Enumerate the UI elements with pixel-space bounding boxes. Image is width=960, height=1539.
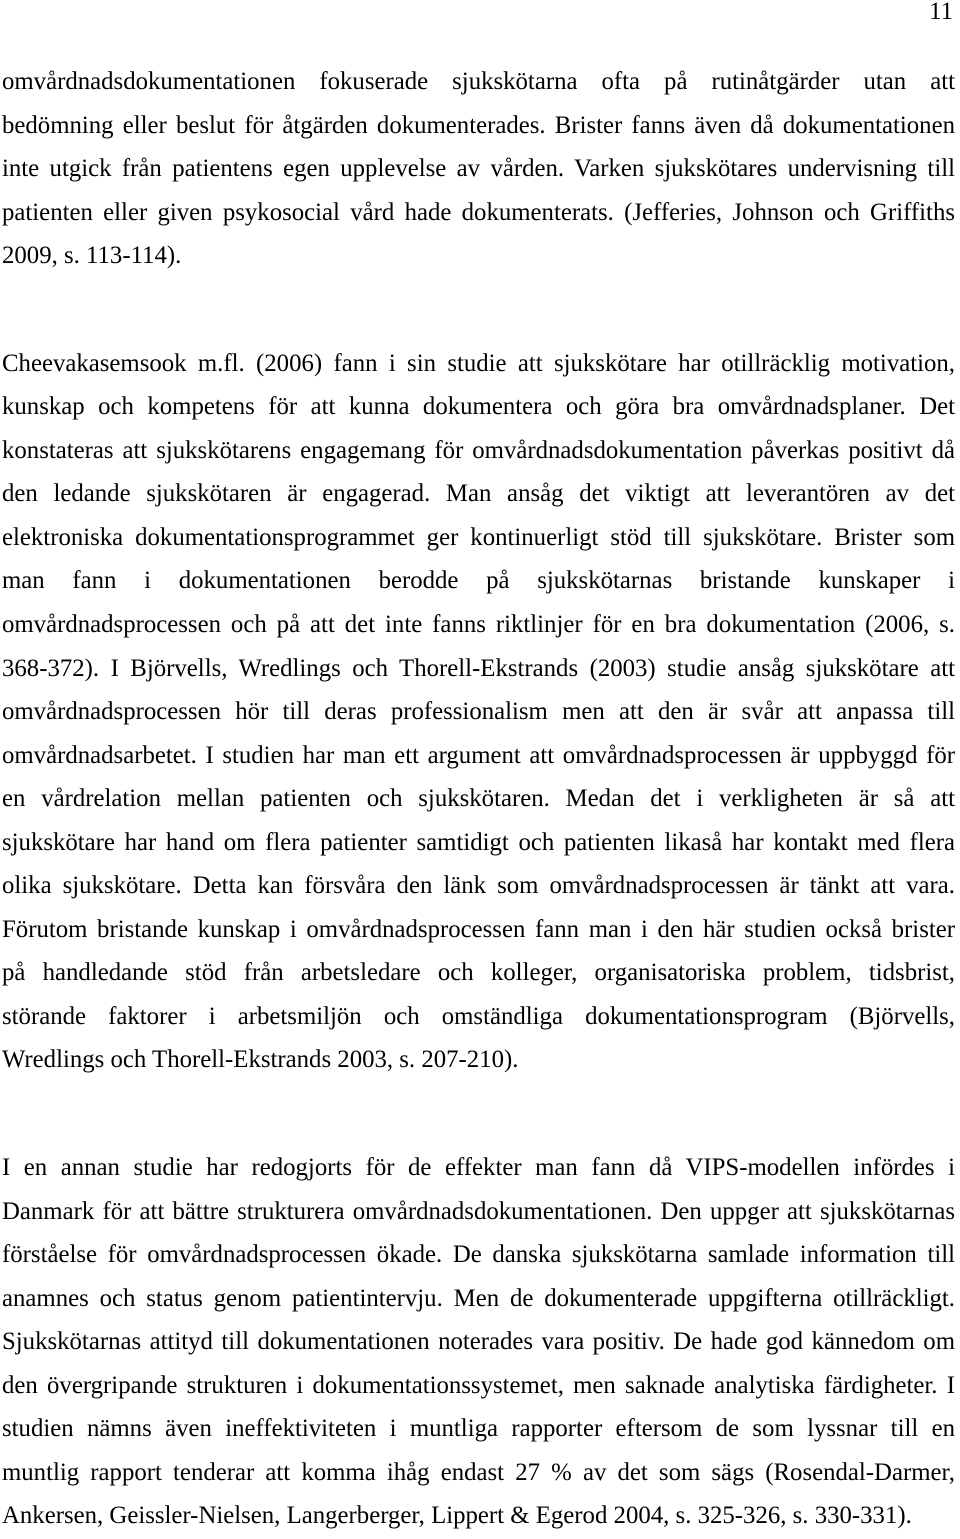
text-line: elektroniska dokumentationsprogrammet ger kontinuerligt stöd till sjukskötare. Brister som [2,523,955,551]
text-line: olika sjukskötare. Detta kan försvåra den länk som omvårdnadsprocessen är tänkt att vara. [2,872,955,900]
text-line: Förutom bristande kunskap i omvårdnadsprocessen fann man i den här studien också brister [2,915,955,943]
text-line: på handledande stöd från arbetsledare och kolleger, organisatoriska problem, tidsbrist, [2,959,955,987]
text-line: omvårdnadsprocessen hör till deras professionalism men att den är svår att anpassa till [2,698,955,726]
text-line: inte utgick från patientens egen upplevelse av vården. Varken sjukskötares undervisning till [2,155,955,183]
page-number: 11 [929,0,953,25]
text-line: omvårdnadsarbetet. I studien har man ett argument att omvårdnadsprocessen är uppbyggd för [2,741,955,769]
text-line: Wredlings och Thorell-Ekstrands 2003, s. 207-210). [2,1046,519,1074]
text-line: kunskap och kompetens för att kunna dokumentera och göra bra omvårdnadsplaner. Det [2,393,955,421]
text-line: anamnes och status genom patientintervju. Men de dokumenterade uppgifterna otillräckligt. [2,1284,955,1312]
text-line: en vårdrelation mellan patienten och sjukskötaren. Medan det i verkligheten är så att [2,785,955,813]
text-line: man fann i dokumentationen berodde på sjukskötarnas bristande kunskaper i [2,567,955,595]
text-line: 368-372). I Björvells, Wredlings och Thorell-Ekstrands (2003) studie ansåg sjukskötare att [2,654,955,682]
text-line: omvårdnadsdokumentationen fokuserade sjukskötarna ofta på rutinåtgärder utan att [2,68,955,95]
text-line: muntlig rapport tenderar att komma ihåg endast 27 % av det som sägs (Rosendal-Darmer, [2,1458,955,1486]
text-line: sjukskötare har hand om flera patienter samtidigt och patienten likaså har kontakt med flera [2,828,955,856]
text-line: den övergripande strukturen i dokumentationssystemet, men saknade analytiska färdigheter. I [2,1371,955,1399]
text-line: Ankersen, Geissler-Nielsen, Langerberger, Lippert & Egerod 2004, s. 325-326, s. 330-331). [2,1502,912,1530]
text-line: patienten eller given psykosocial vård hade dokumenterats. (Jefferies, Johnson och Griffiths [2,198,955,226]
text-line: studien nämns även ineffektiviteten i muntliga rapporter eftersom de som lyssnar till en [2,1415,955,1443]
text-line: störande faktorer i arbetsmiljön och omständliga dokumentationsprogram (Björvells, [2,1002,955,1030]
text-line: konstateras att sjukskötarens engagemang för omvårdnadsdokumentation påverkas positivt då [2,436,955,464]
text-line: I en annan studie har redogjorts för de effekter man fann då VIPS-modellen infördes i [2,1154,955,1182]
text-line: omvårdnadsprocessen och på att det inte fanns riktlinjer för en bra dokumentation (2006, s. [2,611,955,639]
text-line: den ledande sjukskötaren är engagerad. Man ansåg det viktigt att leverantören av det [2,480,955,508]
paragraph [2,1146,955,1538]
paragraph [2,60,955,278]
text-line: Sjukskötarnas attityd till dokumentationen noterades vara positiv. De hade god kännedom om [2,1328,955,1356]
paragraph [2,342,955,1082]
text-line: 2009, s. 113-114). [2,242,182,270]
text-line: Danmark för att bättre strukturera omvårdnadsdokumentationen. Den uppger att sjukskötarnas [2,1197,955,1225]
text-line: förståelse för omvårdnadsprocessen ökade. De danska sjukskötarna samlade information till [2,1241,955,1269]
text-line: Cheevakasemsook m.fl. (2006) fann i sin studie att sjukskötare har otillräcklig motivation, [2,349,955,377]
text-line: bedömning eller beslut för åtgärden dokumenterades. Brister fanns även då dokumentationen [2,111,955,139]
body-text [2,60,955,1538]
